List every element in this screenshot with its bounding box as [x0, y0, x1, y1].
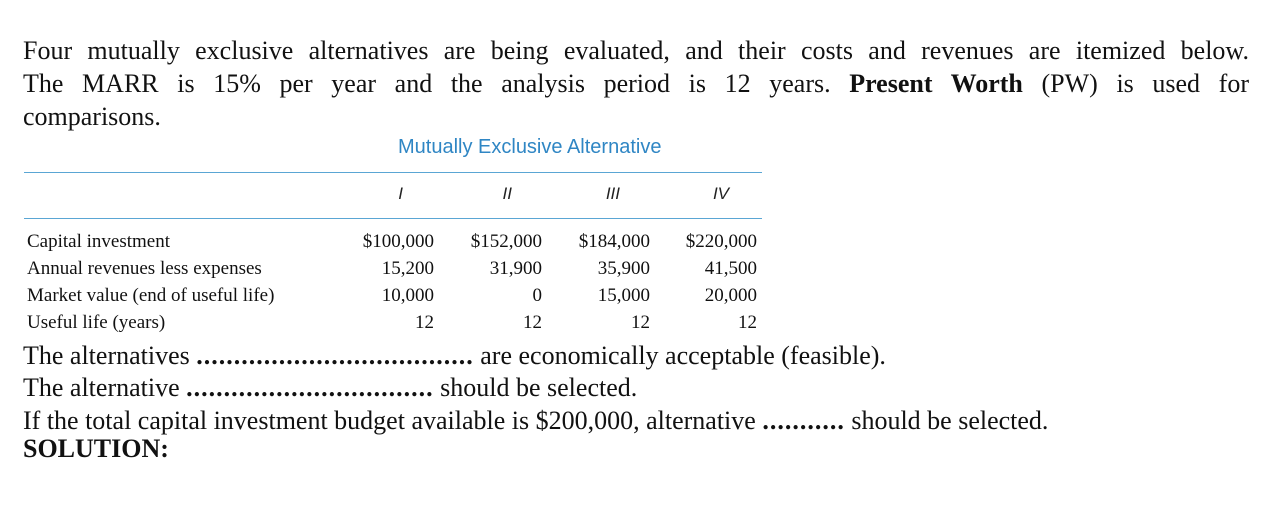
- intro-line-2: [23, 67, 1249, 100]
- question-1-text: The alternatives: [23, 341, 190, 370]
- table-cell: 12: [631, 312, 650, 333]
- intro-line-2-text: The MARR is 15% per year and the analysis period is 12 years.: [23, 69, 831, 98]
- question-feasible-alternatives: [23, 339, 886, 372]
- table-cell: 15,200: [381, 258, 434, 279]
- question-budget-alternative: [23, 404, 1048, 437]
- table-cell: 35,900: [597, 258, 650, 279]
- table-cell: 10,000: [381, 285, 434, 306]
- table-cell: 41,500: [704, 258, 757, 279]
- answer-blank-feasible[interactable]: .....................................: [196, 341, 474, 370]
- table-cell: $184,000: [578, 231, 650, 252]
- row-label-useful-life: Useful life (years): [27, 312, 166, 333]
- question-2-text: The alternative: [23, 373, 180, 402]
- question-2-end: should be selected.: [440, 373, 638, 402]
- table-cell: 20,000: [704, 285, 757, 306]
- question-3-end: should be selected.: [851, 406, 1049, 435]
- table-cell: 0: [532, 285, 542, 306]
- table-cell: 12: [415, 312, 434, 333]
- row-label-annual-revenues: Annual revenues less expenses: [27, 258, 262, 279]
- row-label-capital-investment: Capital investment: [27, 231, 171, 252]
- column-header-I: I: [398, 184, 403, 203]
- table-cell: 12: [523, 312, 542, 333]
- table-cell: $100,000: [362, 231, 434, 252]
- present-worth-bold: Present Worth: [849, 69, 1023, 98]
- intro-line-1: Four mutually exclusive alternatives are being evaluated, and their costs and revenues are itemized below.: [23, 36, 1249, 65]
- problem-statement: [23, 34, 1249, 133]
- table-cell: 15,000: [597, 285, 650, 306]
- intro-line-2-end: (PW) is used for: [1041, 69, 1250, 98]
- question-selected-alternative: [23, 371, 637, 404]
- table-cell: $220,000: [685, 231, 757, 252]
- intro-line-3: comparisons.: [23, 102, 161, 131]
- answer-blank-selected[interactable]: .................................: [186, 373, 434, 402]
- column-header-II: II: [502, 184, 512, 203]
- row-label-market-value: Market value (end of useful life): [27, 285, 275, 306]
- table-cell: 12: [738, 312, 757, 333]
- column-header-III: III: [605, 184, 620, 203]
- question-1-end: are economically acceptable (feasible).: [480, 341, 886, 370]
- table-caption: Mutually Exclusive Alternative: [398, 136, 662, 158]
- answer-blank-budget[interactable]: ...........: [762, 406, 845, 435]
- table-cell: $152,000: [470, 231, 542, 252]
- table-header-rule: [24, 218, 762, 219]
- solution-heading: SOLUTION:: [23, 434, 169, 463]
- table-top-rule: [24, 172, 762, 173]
- question-3-text: If the total capital investment budget available is $200,000, alternative: [23, 406, 756, 435]
- column-header-IV: IV: [712, 184, 729, 203]
- table-cell: 31,900: [489, 258, 542, 279]
